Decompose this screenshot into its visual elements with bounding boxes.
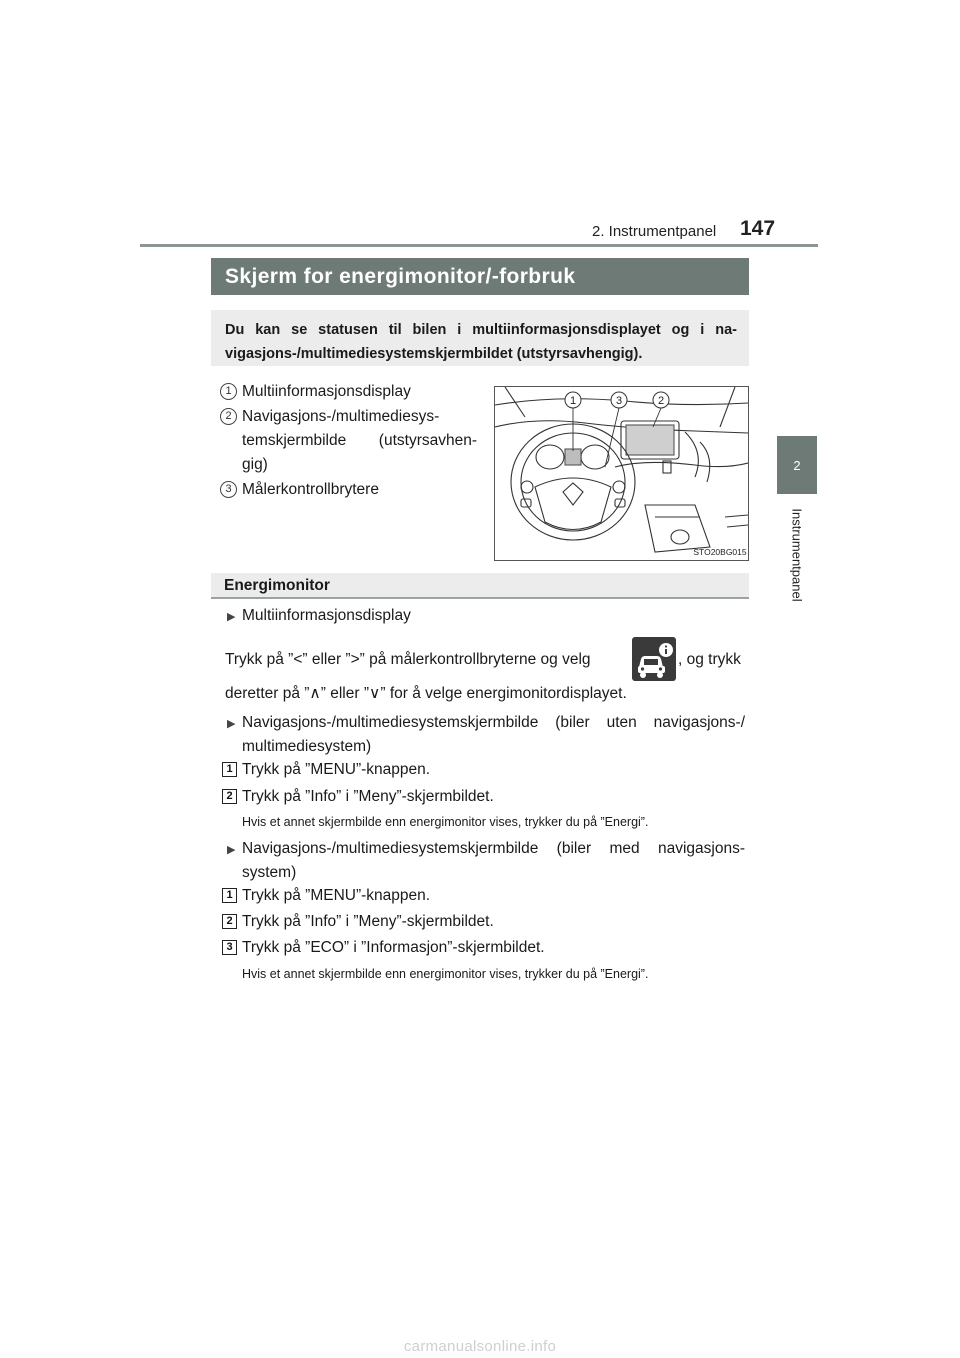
bullet-triangle-icon: ▶ xyxy=(227,611,236,623)
page-number: 147 xyxy=(740,217,776,240)
step-number: 1 xyxy=(222,762,237,777)
step-number: 2 xyxy=(222,789,237,804)
bullet-heading: Multiinformasjonsdisplay xyxy=(242,607,411,624)
chapter-tab-label: Instrumentpanel xyxy=(789,508,805,602)
chapter-title: 2. Instrumentpanel xyxy=(592,223,717,240)
bullet-triangle-icon: ▶ xyxy=(227,718,236,730)
step-text: Trykk på ”MENU”-knappen. xyxy=(242,761,431,778)
illustration-marker: 3 xyxy=(615,395,623,407)
callout-number: 1 xyxy=(220,383,237,400)
watermark: carmanualsonline.info xyxy=(403,1338,557,1355)
subsection-title: Energimonitor xyxy=(211,573,749,598)
bullet-heading: system) xyxy=(242,864,297,881)
illustration-marker: 1 xyxy=(569,395,577,407)
callout-number: 3 xyxy=(220,481,237,498)
illustration-marker: 2 xyxy=(657,395,665,407)
callout-text: temskjermbilde (utstyrsavhen- xyxy=(242,432,477,449)
callout-text: Multiinformasjonsdisplay xyxy=(242,383,411,400)
bullet-triangle-icon: ▶ xyxy=(227,844,236,856)
callout-text: Navigasjons-/multimediesys- xyxy=(242,408,440,425)
chapter-tab-number: 2 xyxy=(793,457,801,473)
intro-text: Du kan se statusen til bilen i multiinformasjonsdisplayet og i na-vigasjons-/multimediesystemskjermbildet (utstyrsavhengig). xyxy=(225,322,737,362)
step-number: 3 xyxy=(222,940,237,955)
bullet-heading: multimediesystem) xyxy=(242,738,372,755)
step-text: Trykk på ”Info” i ”Meny”-skjermbildet. xyxy=(242,788,494,805)
step-text: Trykk på ”MENU”-knappen. xyxy=(242,887,431,904)
chapter-tab xyxy=(777,436,817,494)
instruction-text: Trykk på ”<” eller ”>” på målerkontrollbryterne og velg xyxy=(225,651,591,668)
dashboard-drawing xyxy=(495,387,748,560)
dashboard-illustration xyxy=(494,386,749,561)
note-text: Hvis et annet skjermbilde enn energimonitor vises, trykker du på ”Energi”. xyxy=(242,967,649,981)
illustration-code: STO20BG015 xyxy=(693,547,747,557)
bullet-heading: Navigasjons-/multimediesystemskjermbilde (biler uten navigasjons-/ xyxy=(242,714,745,731)
step-text: Trykk på ”Info” i ”Meny”-skjermbildet. xyxy=(242,913,494,930)
callout-number: 2 xyxy=(220,408,237,425)
header-rule xyxy=(140,244,818,247)
section-title: Skjerm for energimonitor/-forbruk xyxy=(211,258,749,295)
car-info-icon xyxy=(632,637,676,681)
callout-text: gig) xyxy=(242,456,268,473)
step-number: 1 xyxy=(222,888,237,903)
note-text: Hvis et annet skjermbilde enn energimonitor vises, trykker du på ”Energi”. xyxy=(242,815,649,829)
bullet-heading: Navigasjons-/multimediesystemskjermbilde (biler med navigasjons- xyxy=(242,840,745,857)
instruction-text: , og trykk xyxy=(678,651,741,668)
instruction-text: deretter på ”∧” eller ”∨” for å velge energimonitordisplayet. xyxy=(225,685,627,702)
intro-box xyxy=(211,310,749,366)
step-number: 2 xyxy=(222,914,237,929)
step-text: Trykk på ”ECO” i ”Informasjon”-skjermbildet. xyxy=(242,939,545,956)
subsection-rule xyxy=(211,597,749,599)
callout-text: Målerkontrollbrytere xyxy=(242,481,379,498)
